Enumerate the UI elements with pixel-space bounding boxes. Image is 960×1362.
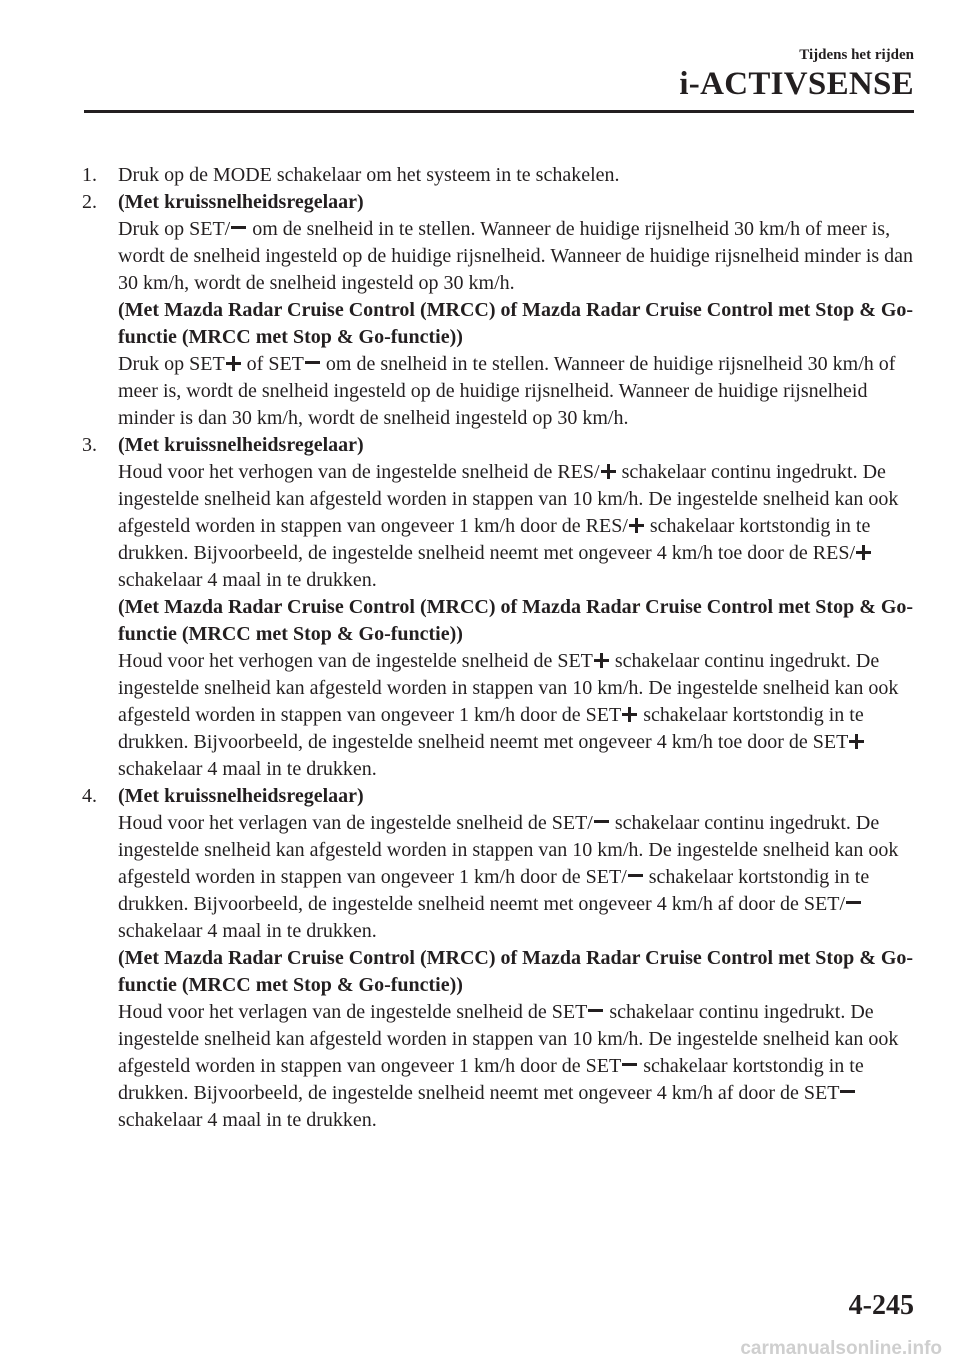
- text-run: om de snelheid in te stellen. Wanneer de huidige rijsnelheid 30 km/h of meer is, wordt de snelheid ingesteld op de huidige rijsnelheid. Wanneer de huidige rijsnelheid minder is dan 30 km/h, wordt de snelheid ingesteld op 30 km/h.: [118, 353, 896, 429]
- plus-icon: [629, 518, 644, 533]
- text-run: (Met Mazda Radar Cruise Control (MRCC) of Mazda Radar Cruise Control met Stop & Go-functie (MRCC met Stop & Go-functie)): [118, 947, 914, 996]
- running-header: [679, 46, 914, 103]
- text-run: schakelaar 4 maal in te drukken.: [118, 920, 377, 942]
- plus-icon: [622, 707, 637, 722]
- text-run: Houd voor het verlagen van de ingestelde snelheid de SET: [118, 1001, 588, 1023]
- text-run: schakelaar kortstondig in te drukken. Bijvoorbeeld, de ingestelde snelheid neemt met ongeveer 4 km/h toe door de RES/: [118, 515, 871, 564]
- text-run: Houd voor het verlagen van de ingestelde snelheid de SET/: [118, 812, 593, 834]
- step-body: [118, 162, 918, 189]
- text-run: (Met Mazda Radar Cruise Control (MRCC) of Mazda Radar Cruise Control met Stop & Go-functie (MRCC met Stop & Go-functie)): [118, 596, 914, 645]
- text-run: schakelaar kortstondig in te drukken. Bijvoorbeeld, de ingestelde snelheid neemt met ongeveer 4 km/h af door de SET: [118, 1055, 864, 1104]
- text-run: Druk op SET/: [118, 218, 231, 240]
- instruction-step: [82, 783, 918, 1134]
- step-body: [118, 783, 918, 1134]
- condition-heading: [118, 594, 918, 648]
- text-run: Houd voor het verhogen van de ingestelde snelheid de SET: [118, 650, 593, 672]
- minus-icon: [594, 815, 609, 830]
- watermark: carmanualsonline.info: [740, 1338, 942, 1359]
- step-number: 2.: [82, 191, 97, 213]
- plus-icon: [594, 653, 609, 668]
- condition-heading: [118, 945, 918, 999]
- plus-icon: [849, 734, 864, 749]
- plus-icon: [856, 545, 871, 560]
- minus-icon: [231, 221, 246, 236]
- step-number: 1.: [82, 164, 97, 186]
- text-run: schakelaar 4 maal in te drukken.: [118, 1109, 377, 1131]
- instruction-text: [118, 459, 918, 594]
- condition-heading: [118, 783, 918, 810]
- text-run: om de snelheid in te stellen. Wanneer de huidige rijsnelheid 30 km/h of meer is, wordt de snelheid ingesteld op de huidige rijsnelheid. Wanneer de huidige rijsnelheid minder is dan 30 km/h, wordt de snelheid ingesteld op 30 km/h.: [118, 218, 914, 294]
- instruction-step: [82, 432, 918, 783]
- step-number: 3.: [82, 434, 97, 456]
- minus-icon: [622, 1058, 637, 1073]
- condition-heading: [118, 432, 918, 459]
- minus-icon: [628, 869, 643, 884]
- instruction-text: [118, 999, 918, 1134]
- instruction-step: [82, 162, 918, 189]
- minus-icon: [846, 896, 861, 911]
- text-run: (Met Mazda Radar Cruise Control (MRCC) of Mazda Radar Cruise Control met Stop & Go-functie (MRCC met Stop & Go-functie)): [118, 299, 914, 348]
- chapter-title: Tijdens het rijden: [799, 47, 914, 63]
- instruction-list: [82, 162, 918, 1134]
- page-number: 4-245: [848, 1290, 914, 1321]
- text-run: schakelaar continu ingedrukt. De ingestelde snelheid kan afgesteld worden in stappen van 10 km/h. De ingestelde snelheid kan ook afgesteld worden in stappen van ongeveer 1 km/h door de SET/: [118, 812, 899, 888]
- minus-icon: [305, 356, 320, 371]
- instruction-text: [118, 810, 918, 945]
- condition-heading: [118, 297, 918, 351]
- text-run: of SET: [246, 353, 304, 375]
- section-title: i-ACTIVSENSE: [679, 66, 914, 102]
- instruction-text: [118, 351, 918, 432]
- instruction-text: [118, 216, 918, 297]
- text-run: (Met kruissnelheidsregelaar): [118, 434, 364, 456]
- instruction-text: [118, 162, 918, 189]
- text-run: schakelaar 4 maal in te drukken.: [118, 569, 377, 591]
- instruction-text: [118, 648, 918, 783]
- plus-icon: [226, 356, 241, 371]
- step-body: [118, 189, 918, 432]
- text-run: Druk op de MODE schakelaar om het systeem in te schakelen.: [118, 164, 620, 186]
- text-run: schakelaar continu ingedrukt. De ingestelde snelheid kan afgesteld worden in stappen van 10 km/h. De ingestelde snelheid kan ook afgesteld worden in stappen van ongeveer 1 km/h door de SET: [118, 1001, 899, 1077]
- text-run: schakelaar 4 maal in te drukken.: [118, 758, 377, 780]
- minus-icon: [840, 1085, 855, 1100]
- text-run: schakelaar kortstondig in te drukken. Bijvoorbeeld, de ingestelde snelheid neemt met ongeveer 4 km/h toe door de SET: [118, 704, 864, 753]
- plus-icon: [601, 464, 616, 479]
- header-divider: [84, 110, 914, 113]
- condition-heading: [118, 189, 918, 216]
- text-run: Druk op SET: [118, 353, 225, 375]
- text-run: schakelaar continu ingedrukt. De ingestelde snelheid kan afgesteld worden in stappen van 10 km/h. De ingestelde snelheid kan ook afgesteld worden in stappen van ongeveer 1 km/h door de RES/: [118, 461, 899, 537]
- text-run: (Met kruissnelheidsregelaar): [118, 191, 364, 213]
- text-run: (Met kruissnelheidsregelaar): [118, 785, 364, 807]
- step-number: 4.: [82, 785, 97, 807]
- minus-icon: [588, 1004, 603, 1019]
- step-body: [118, 432, 918, 783]
- text-run: schakelaar continu ingedrukt. De ingestelde snelheid kan afgesteld worden in stappen van 10 km/h. De ingestelde snelheid kan ook afgesteld worden in stappen van ongeveer 1 km/h door de SET: [118, 650, 899, 726]
- text-run: Houd voor het verhogen van de ingestelde snelheid de RES/: [118, 461, 600, 483]
- text-run: schakelaar kortstondig in te drukken. Bijvoorbeeld, de ingestelde snelheid neemt met ongeveer 4 km/h af door de SET/: [118, 866, 870, 915]
- instruction-step: [82, 189, 918, 432]
